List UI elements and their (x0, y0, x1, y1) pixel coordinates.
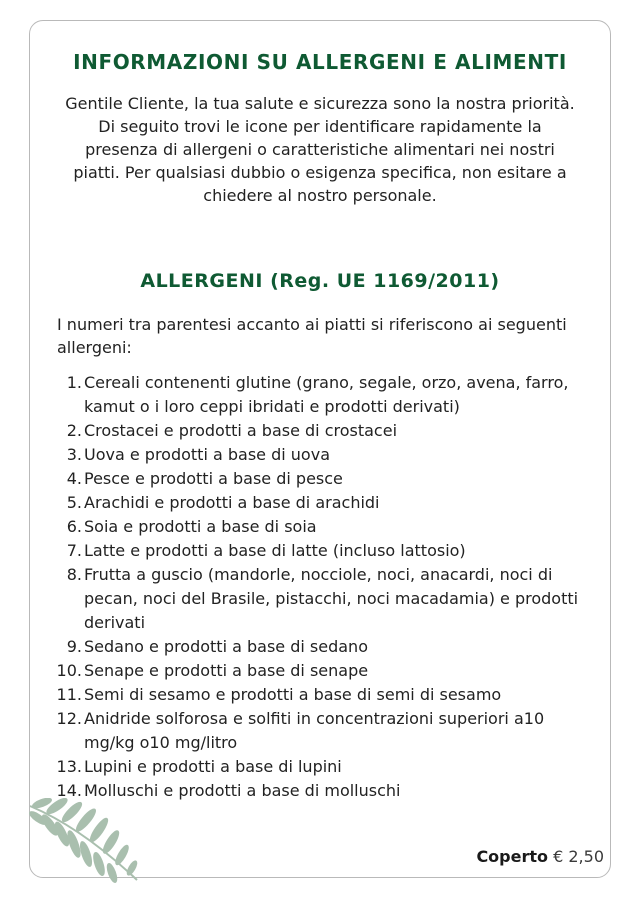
allergen-item (56, 539, 596, 563)
allergen-number: 8. (66, 565, 82, 584)
allergen-number: 14. (56, 781, 82, 800)
allergen-number: 4. (66, 469, 82, 488)
allergen-text: Sedano e prodotti a base di sedano (84, 637, 368, 656)
allergen-item (56, 707, 596, 755)
allergen-number: 5. (66, 493, 82, 512)
allergen-item (56, 683, 596, 707)
allergen-text: Lupini e prodotti a base di lupini (84, 757, 342, 776)
allergen-text: Senape e prodotti a base di senape (84, 661, 369, 680)
allergen-text: Crostacei e prodotti a base di crostacei (84, 421, 398, 440)
allergen-number: 9. (66, 637, 82, 656)
allergen-item (56, 659, 596, 683)
allergen-text: Anidride solforosa e solfiti in concentrazioni superiori a10 mg/kg o10 mg/litro (84, 709, 545, 752)
allergen-item (56, 443, 596, 467)
allergens-title: ALLERGENI (Reg. UE 1169/2011) (140, 270, 500, 292)
allergen-number: 1. (66, 373, 82, 392)
allergen-text: Arachidi e prodotti a base di arachidi (84, 493, 380, 512)
allergen-text: Semi di sesamo e prodotti a base di semi di sesamo (84, 685, 502, 704)
allergen-number: 3. (66, 445, 82, 464)
allergen-text: Uova e prodotti a base di uova (84, 445, 330, 464)
cover-charge (476, 847, 604, 866)
allergen-item (56, 635, 596, 659)
allergen-text: Frutta a guscio (mandorle, nocciole, noci, anacardi, noci di pecan, noci del Brasile, pistacchi, noci macadamia) e prodotti derivati (84, 565, 579, 632)
allergens-lead: I numeri tra parentesi accanto ai piatti si riferiscono ai seguenti allergeni: (57, 315, 567, 357)
fern-leaf-icon (22, 798, 152, 888)
allergen-number: 10. (56, 661, 82, 680)
allergen-item (56, 371, 596, 419)
allergen-number: 13. (56, 757, 82, 776)
allergen-number: 12. (56, 709, 82, 728)
allergen-text: Soia e prodotti a base di soia (84, 517, 317, 536)
allergen-text: Pesce e prodotti a base di pesce (84, 469, 343, 488)
cover-charge-price: € 2,50 (553, 847, 604, 866)
allergen-item (56, 563, 596, 635)
allergen-item (56, 419, 596, 443)
allergen-list (56, 371, 596, 803)
allergen-item (56, 515, 596, 539)
allergen-number: 2. (66, 421, 82, 440)
allergen-number: 11. (56, 685, 82, 704)
intro-paragraph: Gentile Cliente, la tua salute e sicurezza sono la nostra priorità. Di seguito trovi le icone per identificare rapidamente la presenza di allergeni o caratteristiche alimentari nei nostri piatti. Per qualsiasi dubbio o esigenza specifica, non esitare a chiedere al nostro personale. (65, 94, 575, 205)
page-title: INFORMAZIONI SU ALLERGENI E ALIMENTI (73, 50, 567, 74)
allergen-text: Cereali contenenti glutine (grano, segale, orzo, avena, farro, kamut o i loro ceppi ibridati e prodotti derivati) (84, 373, 569, 416)
cover-charge-label: Coperto (476, 847, 549, 866)
allergen-text: Molluschi e prodotti a base di molluschi (84, 781, 401, 800)
allergen-item (56, 491, 596, 515)
allergen-number: 7. (66, 541, 82, 560)
allergen-number: 6. (66, 517, 82, 536)
allergen-item (56, 467, 596, 491)
allergen-text: Latte e prodotti a base di latte (incluso lattosio) (84, 541, 466, 560)
allergen-item (56, 755, 596, 779)
